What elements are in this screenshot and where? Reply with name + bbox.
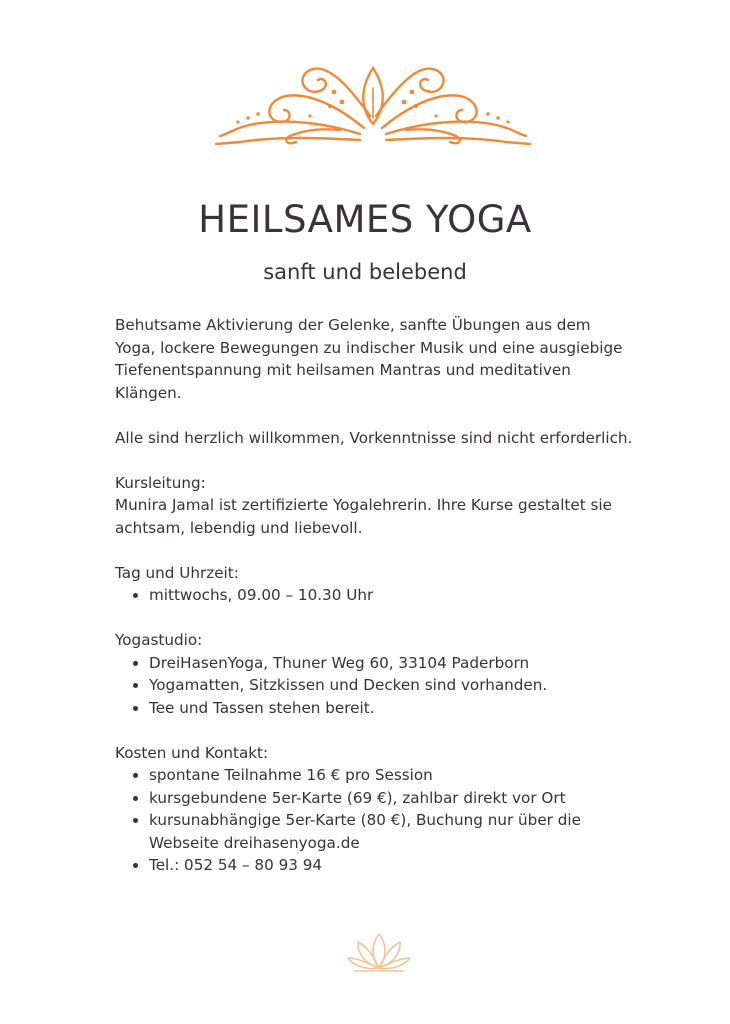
welcome-paragraph: Alle sind herzlich willkommen, Vorkenntnisse sind nicht erforderlich. <box>115 428 633 447</box>
body-text <box>115 314 635 899</box>
ornament-icon <box>210 58 536 150</box>
page-subtitle: sanft und belebend <box>263 260 467 284</box>
intro-paragraph: Behutsame Aktivierung der Gelenke, sanfte Übungen aus dem Yoga, lockere Bewegungen zu indischer Musik und eine ausgiebige Tiefenentspannung mit heilsamen Mantras und meditativen Klängen. <box>115 316 623 402</box>
list-item: • DreiHasenYoga, Thuner Weg 60, 33104 Paderborn <box>149 652 635 675</box>
list-item: • mittwochs, 09.00 – 10.30 Uhr <box>149 584 635 607</box>
kursleitung-text: Munira Jamal ist zertifizierte Yogalehrerin. Ihre Kurse gestaltet sie achtsam, lebendig und liebevoll. <box>115 496 612 537</box>
lotus-icon <box>344 930 414 974</box>
list-item: • Tee und Tassen stehen bereit. <box>149 697 635 720</box>
kosten-label: Kosten und Kontakt: <box>115 743 269 762</box>
zeit-label: Tag und Uhrzeit: <box>115 563 239 582</box>
list-item: • spontane Teilnahme 16 € pro Session <box>149 764 635 787</box>
kosten-list <box>115 764 635 877</box>
studio-list <box>115 652 635 720</box>
list-item: • kursgebundene 5er-Karte (69 €), zahlbar direkt vor Ort <box>149 787 635 810</box>
zeit-list <box>115 584 635 607</box>
studio-label: Yogastudio: <box>115 631 203 649</box>
list-item: • Yogamatten, Sitzkissen und Decken sind vorhanden. <box>149 674 635 697</box>
kursleitung-label: Kursleitung: <box>115 473 206 492</box>
list-item: • kursunabhängige 5er-Karte (80 €), Buchung nur über die Webseite dreihasenyoga.de <box>149 809 635 854</box>
page-title: HEILSAMES YOGA <box>198 198 532 241</box>
list-item: • Tel.: 052 54 – 80 93 94 <box>149 854 635 877</box>
